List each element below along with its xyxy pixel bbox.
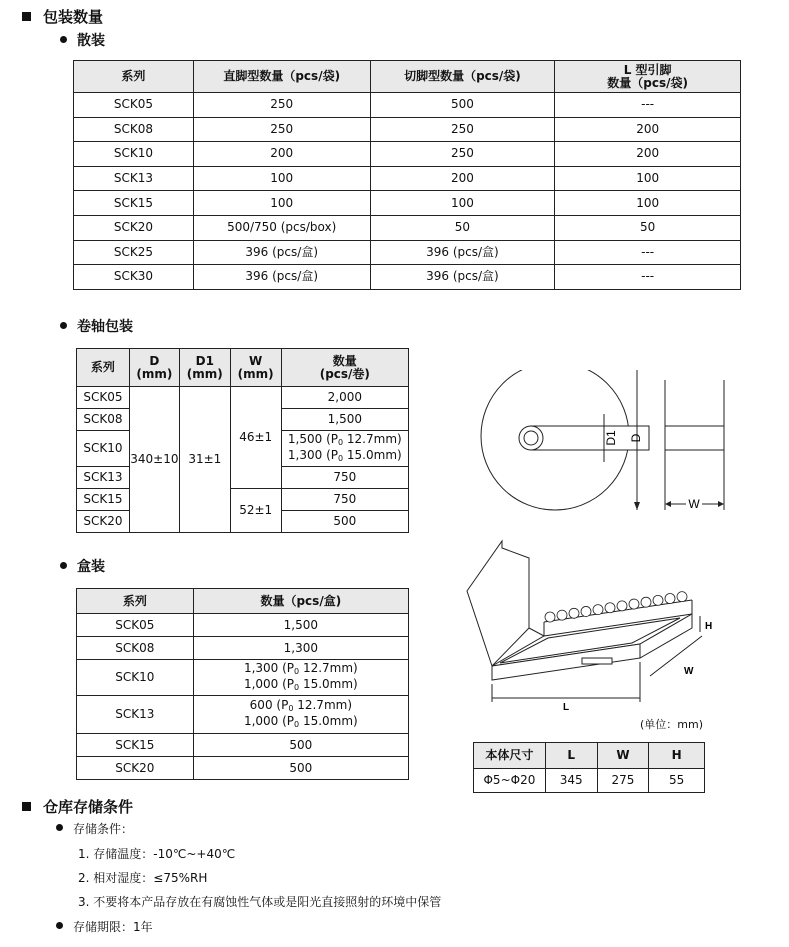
col-cut-qty: 切脚型数量（pcs/袋): [370, 61, 555, 93]
w-label: W: [684, 666, 694, 677]
component-dot: [641, 597, 651, 607]
d1-label: D1: [604, 430, 618, 446]
table-row: SCK15 52±1 750: [77, 489, 409, 511]
table-row: SCK13 100 200 100: [74, 166, 741, 191]
bullet-icon: [60, 36, 67, 43]
storage-period: 存储期限：1年: [56, 918, 153, 935]
col-series: 系列: [74, 61, 194, 93]
box-diagram: [462, 536, 722, 716]
table-row: SCK13 600 ($P_0$ 12.7mm) 1,000 ($P_0$ 15.0mm): [77, 696, 409, 734]
subsection-title-box: 盒装: [60, 556, 105, 576]
component-dot: [629, 599, 639, 609]
reel-table: [76, 348, 409, 533]
table-row: SCK10 1,500 ($P_0$ 12.7mm) 1,300 ($P_0$ 15.0mm): [77, 431, 409, 467]
table-header-row: [77, 349, 409, 387]
table-row: SCK20 500: [77, 511, 409, 533]
w-label: W: [688, 497, 700, 511]
w-value: 46±1: [230, 387, 281, 489]
h-label: H: [705, 621, 713, 632]
bullet-icon: [60, 562, 67, 569]
col-straight-qty: 直脚型数量（pcs/袋): [193, 61, 370, 93]
table-row: SCK08 1,300: [77, 637, 409, 660]
component-dot: [617, 601, 627, 611]
table-row: SCK05 250 500 ---: [74, 93, 741, 118]
reel-diagram: [460, 370, 750, 520]
component-dot: [665, 594, 675, 604]
component-dot: [593, 605, 603, 615]
subsection-title-reel: 卷轴包装: [60, 316, 133, 336]
component-dot: [557, 610, 567, 620]
square-bullet-icon: [22, 802, 31, 811]
bulk-table: [73, 60, 741, 290]
subsection-title-bulk: 散装: [60, 30, 105, 50]
bullet-icon: [56, 922, 63, 929]
col-d: D (mm): [129, 349, 179, 387]
table-row: SCK20 500/750 (pcs/box) 50 50: [74, 215, 741, 240]
bullet-icon: [60, 322, 67, 329]
storage-condition-label: 存储条件：: [56, 820, 133, 837]
box-lid: [467, 541, 529, 666]
w-value: 52±1: [230, 489, 281, 533]
table-row: SCK13 750: [77, 467, 409, 489]
box-size-table: [473, 742, 705, 793]
storage-item-humidity: 2. 相对湿度：≤75%RH: [78, 871, 208, 885]
table-row: SCK25 396 (pcs/盒) 396 (pcs/盒) ---: [74, 240, 741, 265]
section-title-storage: 仓库存储条件: [22, 796, 133, 817]
table-row: SCK05 1,500: [77, 614, 409, 637]
d-value: 340±10: [129, 387, 179, 533]
table-row: SCK08 1,500: [77, 409, 409, 431]
l-label: L: [562, 702, 570, 713]
component-dot: [569, 608, 579, 618]
table-row: SCK10 1,300 ($P_0$ 12.7mm) 1,000 ($P_0$ 15.0mm): [77, 660, 409, 696]
table-row: SCK15 100 100 100: [74, 191, 741, 216]
table-header-row: 系列 数量（pcs/盒): [77, 589, 409, 614]
col-qty: 数量 (pcs/卷): [281, 349, 408, 387]
col-w: W (mm): [230, 349, 281, 387]
table-row: SCK08 250 250 200: [74, 117, 741, 142]
table-header-row: 本体尺寸 L W H: [474, 743, 705, 769]
component-dot: [677, 592, 687, 602]
component-dot: [653, 595, 663, 605]
storage-item-temperature: 1. 存储温度：-10℃~+40℃: [78, 847, 236, 861]
col-series: 系列: [77, 349, 130, 387]
component-dot: [581, 606, 591, 616]
col-l-type-qty: L 型引脚 数量（pcs/袋): [555, 61, 741, 93]
d1-value: 31±1: [179, 387, 230, 533]
table-row: SCK05 340±10 31±1 46±1 2,000: [77, 387, 409, 409]
unit-note: (单位：mm): [640, 718, 704, 731]
table-row: SCK20 500: [77, 757, 409, 780]
col-d1: D1 (mm): [179, 349, 230, 387]
square-bullet-icon: [22, 12, 31, 21]
bullet-icon: [56, 824, 63, 831]
table-header-row: [74, 61, 741, 93]
storage-item-environment: 3. 不要将本产品存放在有腐蚀性气体或是阳光直接照射的环境中保管: [78, 895, 442, 909]
table-row: SCK10 200 250 200: [74, 142, 741, 167]
section-title-packing: 包装数量: [22, 6, 103, 27]
table-row: Φ5~Φ20 345 275 55: [474, 769, 705, 793]
table-row: SCK30 396 (pcs/盒) 396 (pcs/盒) ---: [74, 265, 741, 290]
component-dot: [545, 612, 555, 622]
component-dot: [605, 603, 615, 613]
box-table: [76, 588, 409, 780]
d-label: D: [629, 433, 643, 443]
table-row: SCK15 500: [77, 734, 409, 757]
